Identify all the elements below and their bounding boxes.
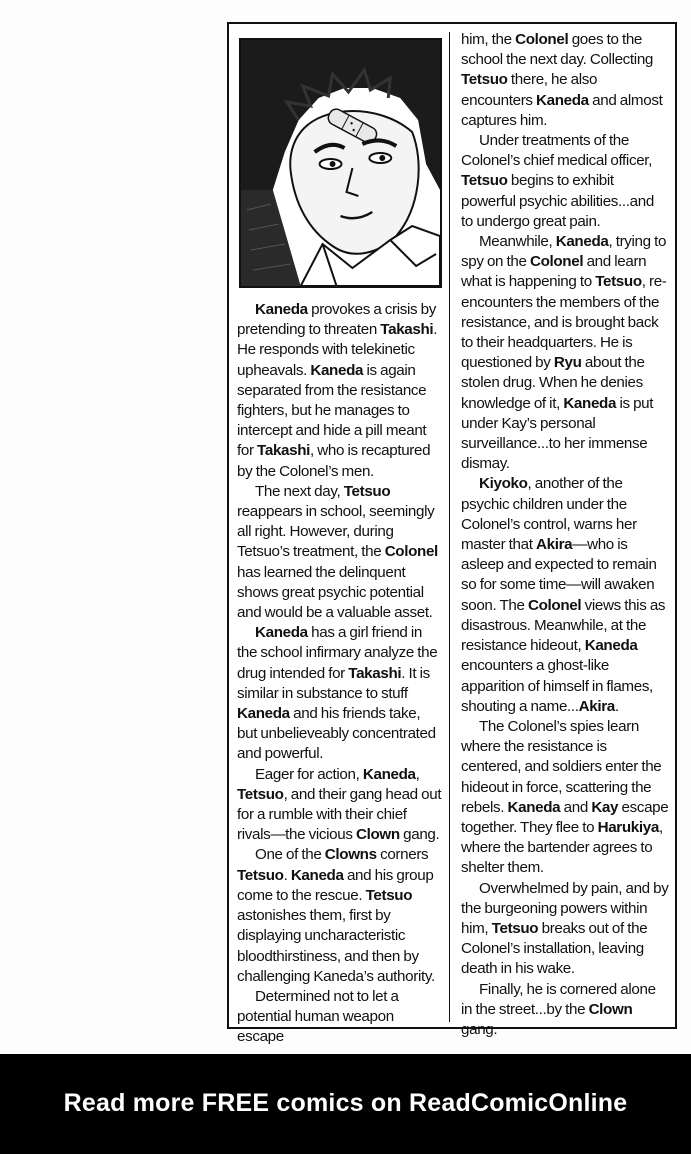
name-highlight: Harukiya	[597, 818, 659, 836]
text-run: is again separated from the resistance fighters, but he manages to intercept and hide a pill meant for	[237, 361, 427, 460]
left-column-text	[237, 300, 442, 1048]
paragraph	[461, 879, 669, 980]
text-run: Meanwhile,	[479, 233, 556, 251]
name-highlight: Tetsuo	[237, 866, 284, 884]
name-highlight: Kaneda	[255, 624, 308, 642]
text-run: gang.	[461, 1020, 498, 1038]
paragraph	[237, 300, 442, 482]
name-highlight: Colonel	[529, 253, 584, 271]
name-highlight: Colonel	[515, 31, 569, 48]
text-run: The next day,	[255, 482, 344, 500]
text-run: One of the	[255, 846, 325, 864]
name-highlight: Kaneda	[310, 361, 364, 379]
name-highlight: Akira	[536, 536, 573, 554]
name-highlight: Kaneda	[536, 91, 589, 109]
text-run: The Colonel’s spies learn where the resistance is centered, and soldiers enter the hideout in force, scattering the rebels.	[461, 717, 662, 816]
paragraph	[237, 765, 442, 846]
paragraph	[461, 131, 669, 232]
paragraph	[461, 980, 669, 1041]
paragraph	[237, 482, 442, 623]
text-run: about the stolen drug. When he denies knowledge of it,	[461, 354, 645, 412]
text-run: has a girl friend in the school infirmary analyze the drug intended for	[237, 624, 438, 682]
name-highlight: Clown	[355, 826, 400, 844]
text-run: Eager for action,	[255, 765, 363, 783]
name-highlight: Kiyoko	[479, 475, 528, 493]
kaneda-portrait-icon	[239, 38, 442, 288]
text-run: views this as disastrous. Meanwhile, at the resistance hideout,	[461, 596, 666, 655]
text-run: , re-encounters the members of the resistance, and is brought back to their headquarters. He is questioned by	[461, 273, 667, 372]
name-highlight: Colonel	[384, 543, 438, 561]
text-run: .	[283, 866, 291, 884]
paragraph	[461, 474, 669, 716]
name-highlight: Takashi	[380, 321, 434, 339]
name-highlight: Tetsuo	[343, 482, 391, 500]
text-run: is put under Kay’s personal surveillance...to her immense dismay.	[461, 394, 654, 473]
paragraph	[237, 845, 442, 986]
name-highlight: Kaneda	[555, 233, 609, 251]
name-highlight: Akira	[578, 697, 615, 715]
name-highlight: Kaneda	[255, 301, 308, 318]
left-column	[237, 30, 442, 1048]
text-run: , trying to spy on the	[461, 233, 667, 271]
name-highlight: Tetsuo	[461, 71, 508, 89]
text-run: corners	[376, 846, 429, 864]
text-run: . He responds with telekinetic upheavals.	[237, 321, 438, 379]
column-divider	[449, 32, 450, 1022]
name-highlight: Kaneda	[584, 637, 638, 655]
name-highlight: Clowns	[324, 846, 377, 864]
paragraph	[237, 987, 442, 1048]
name-highlight: Tetsuo	[365, 886, 413, 904]
text-run: escape together. They flee to	[461, 798, 669, 836]
text-run: , and their gang head out for a rumble with their chief rivals—the vicious	[237, 785, 442, 844]
text-run: provokes a crisis by pretending to threaten	[237, 301, 436, 339]
text-run: Overwhelmed by pain, and by the burgeoning powers within him,	[461, 879, 669, 937]
text-run: . It is similar in substance to stuff	[237, 664, 430, 702]
text-run: Under treatments of the Colonel’s chief medical officer,	[461, 132, 653, 170]
text-run: Determined not to let a potential human weapon escape	[237, 987, 399, 1046]
name-highlight: Tetsuo	[461, 172, 508, 190]
text-run: and	[560, 798, 592, 816]
footer-banner	[0, 1054, 691, 1154]
text-run: breaks out of the Colonel’s installation, leaving death in his wake.	[461, 919, 648, 978]
text-run: encounters a ghost-like apparition of himself in flames, shouting a name...	[461, 657, 653, 715]
text-run: ,	[415, 765, 420, 783]
text-run: begins to exhibit powerful psychic abilities...and to undergo great pain.	[461, 172, 654, 230]
name-highlight: Kaneda	[237, 705, 290, 723]
name-highlight: Takashi	[257, 442, 311, 460]
right-column-text	[461, 30, 669, 1040]
text-run: there, he also encounters	[461, 71, 598, 109]
text-run: has learned the delinquent shows great psychic potential and would be a valuable asset.	[237, 563, 433, 622]
name-highlight: Tetsuo	[491, 919, 539, 937]
text-run: , another of the psychic children under the Colonel’s control, warns her master that	[461, 475, 637, 554]
paragraph	[461, 30, 669, 131]
name-highlight: Tetsuo	[237, 785, 284, 803]
name-highlight: Tetsuo	[595, 273, 642, 291]
text-run: reappears in school, seemingly all right. However, during Tetsuo’s treatment, the	[237, 503, 435, 561]
paragraph	[237, 623, 442, 764]
paragraph	[461, 717, 669, 879]
name-highlight: Clown	[588, 1000, 633, 1018]
name-highlight: Colonel	[528, 596, 582, 614]
text-run: Finally, he is cornered alone in the street...by the	[461, 980, 656, 1018]
text-run: —who is asleep and expected to remain so for some time—will awaken soon. The	[461, 536, 657, 614]
paragraph	[461, 232, 669, 474]
name-highlight: Takashi	[348, 664, 402, 682]
name-highlight: Kaneda	[290, 866, 344, 884]
text-run: and his friends take, but unbelieveably concentrated and powerful.	[237, 705, 436, 763]
name-highlight: Kaneda	[507, 798, 561, 816]
name-highlight: Kaneda	[362, 765, 416, 783]
text-run: and his group come to the rescue.	[237, 866, 434, 904]
text-run: and learn what is happening to	[461, 253, 647, 291]
name-highlight: Ryu	[553, 354, 582, 372]
name-highlight: Kay	[591, 798, 619, 816]
text-run: him, the	[461, 31, 516, 48]
right-column	[461, 30, 669, 1040]
name-highlight: Kaneda	[563, 394, 617, 412]
text-run: .	[614, 697, 619, 715]
text-run: astonishes them, first by displaying uncharacteristic bloodthirstiness, and then by challenging Kaneda’s authority.	[237, 907, 435, 985]
text-run: goes to the school the next day. Collecting	[461, 31, 654, 69]
text-run: gang.	[399, 826, 440, 844]
text-run: , where the bartender agrees to shelter them.	[461, 818, 663, 877]
text-run: , who is recaptured by the Colonel’s men.	[237, 442, 431, 480]
text-run: and almost captures him.	[461, 91, 663, 129]
footer-text: Read more FREE comics on ReadComicOnline	[63, 1088, 628, 1117]
